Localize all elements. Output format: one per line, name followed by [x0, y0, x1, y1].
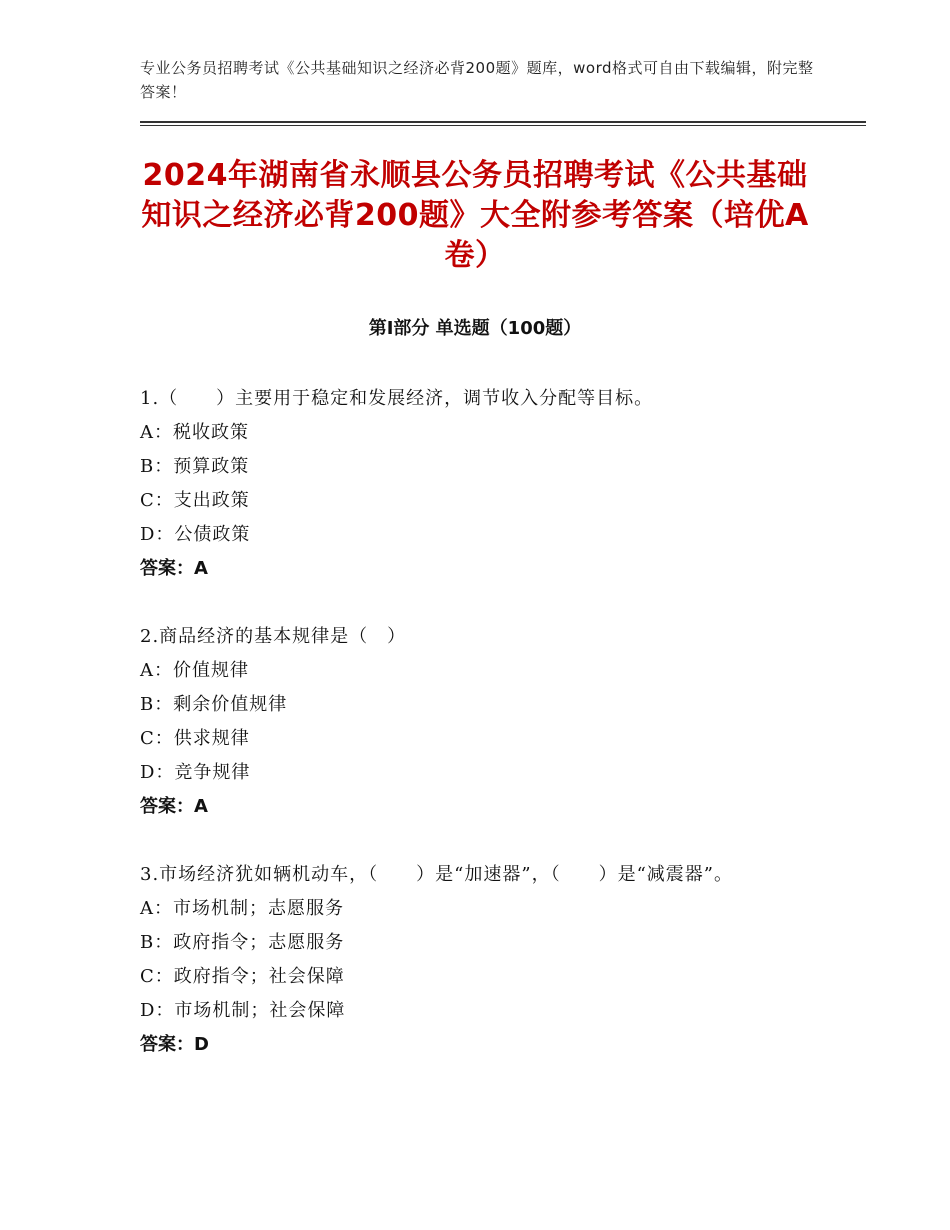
option-c: C：支出政策	[140, 490, 250, 511]
option-c: C：供求规律	[140, 728, 250, 749]
option-d: D：竞争规律	[140, 762, 251, 783]
option-a: A：市场机制；志愿服务	[140, 898, 344, 919]
document-title: 2024年湖南省永顺县公务员招聘考试《公共基础知识之经济必背200题》大全附参考答案（培优A卷）	[141, 158, 809, 273]
answer-label: 答案：A	[140, 558, 208, 579]
option-d: D：市场机制；社会保障	[140, 1000, 346, 1021]
question-stem: 2.商品经济的基本规律是（ ）	[140, 626, 407, 647]
question-2	[140, 620, 810, 824]
question-stem: 1.（ ）主要用于稳定和发展经济，调节收入分配等目标。	[140, 388, 654, 409]
question-stem: 3.市场经济犹如辆机动车，（ ）是“加速器”，（ ）是“减震器”。	[140, 864, 733, 885]
question-list	[140, 382, 810, 1096]
option-b: B：剩余价值规律	[140, 694, 288, 715]
answer-label: 答案：A	[140, 796, 208, 817]
question-3	[140, 858, 810, 1062]
option-b: B：预算政策	[140, 456, 250, 477]
option-d: D：公债政策	[140, 524, 251, 545]
question-1	[140, 382, 810, 586]
header-note: 专业公务员招聘考试《公共基础知识之经济必背200题》题库，word格式可自由下载编辑，附完整答案！	[140, 59, 814, 101]
section-heading: 第Ⅰ部分 单选题（100题）	[368, 318, 582, 339]
option-a: A：价值规律	[140, 660, 249, 681]
option-b: B：政府指令；志愿服务	[140, 932, 345, 953]
header-divider-thick	[140, 121, 866, 123]
option-c: C：政府指令；社会保障	[140, 966, 345, 987]
option-a: A：税收政策	[140, 422, 249, 443]
header-divider-thin	[140, 125, 866, 126]
answer-label: 答案：D	[140, 1034, 209, 1055]
